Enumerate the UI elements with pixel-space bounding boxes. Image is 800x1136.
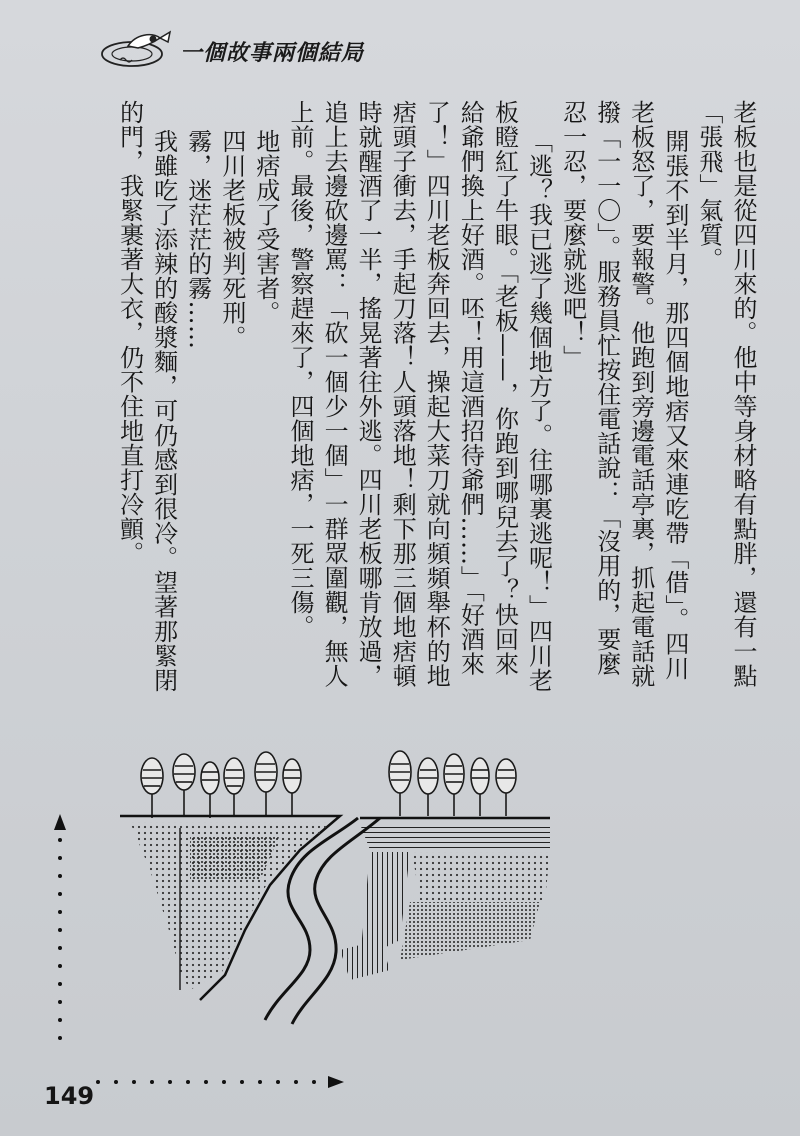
paragraph-1: 老板也是從四川來的。他中等身材略有點胖，還有一點「張飛」氣質。 bbox=[694, 100, 757, 688]
fish-pond-logo-icon bbox=[98, 24, 178, 70]
running-header bbox=[98, 24, 458, 74]
paragraph-3: 「逃？我已逃了幾個地方了。往哪裏逃呢！」四川老板瞪紅了牛眼。「老板——，你跑到哪兒去了？快回來給爺們換上好酒。呸！用這酒招待爺們……」「好酒來了！」四川老板奔回去，操起大菜刀就向頻頻舉杯的地痞頭子衝去，手起刀落！人頭落地！剩下那三個地痞頓時就醒酒了一半，搖晃著往外逃。四川老板哪肯放過，追上去邊砍邊罵：「砍一個少一個」一群眾圍觀，無人上前。最後，警察趕來了，四個地痞，一死三傷。 bbox=[285, 100, 553, 693]
paragraph-2: 開張不到半月，那四個地痞又來連吃帶「借」。四川老板怒了，要報警。他跑到旁邊電話亭裏，抓起電話就撥「一一〇」。服務員忙按住電話說：「沒用的，要麼忍一忍，要麼就逃吧！」 bbox=[558, 100, 689, 688]
story-text bbox=[113, 100, 760, 700]
paragraph-5: 四川老板被判死刑。 bbox=[217, 128, 246, 350]
page-number: 149 bbox=[44, 1082, 95, 1110]
tree-row-right bbox=[389, 751, 516, 816]
paragraph-6: 霧，迷茫茫的霧…… bbox=[183, 128, 212, 350]
paragraph-7: 我雖吃了添辣的酸漿麵，可仍感到很冷。望著那緊閉的門，我緊裹著大衣，仍不住地直打冷顫。 bbox=[115, 100, 178, 693]
horizontal-dotted-arrow bbox=[96, 1076, 344, 1088]
landscape-illustration bbox=[40, 740, 600, 1100]
book-title: 一個故事兩個結局 bbox=[180, 41, 365, 66]
tree-row-left bbox=[141, 752, 301, 818]
paragraph-4: 地痞成了受害者。 bbox=[251, 128, 280, 325]
vertical-dotted-arrow bbox=[54, 814, 66, 1040]
